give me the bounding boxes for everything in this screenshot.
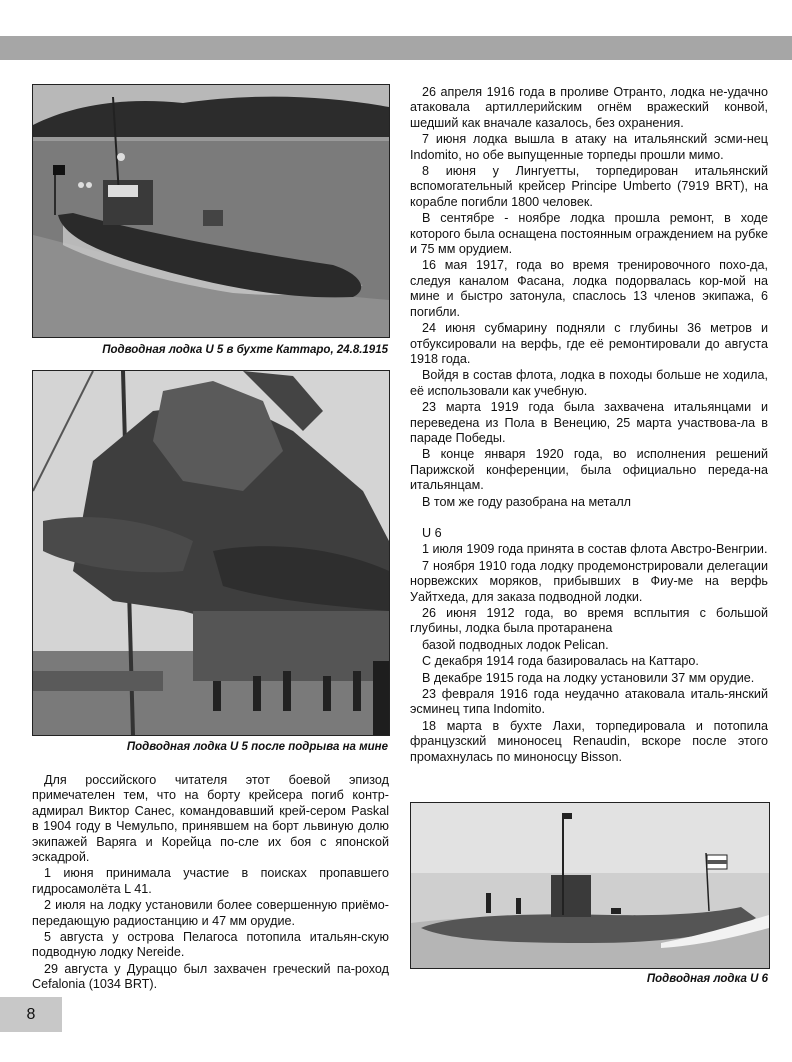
paragraph: базой подводных лодок Pelican. — [422, 637, 609, 652]
photo-u6 — [410, 802, 770, 969]
paragraph: 26 апреля 1916 года в проливе Отранто, лодка не-удачно атаковала артиллерийским огнём вражеский конвой, шедший как вначале казалось, без охранения. — [410, 85, 768, 130]
section-heading-u6: U 6 — [422, 525, 442, 540]
paragraph: В декабре 1915 года на лодку установили 37 мм орудие. — [422, 670, 755, 685]
caption-u5-kattaro: Подводная лодка U 5 в бухте Каттаро, 24.8.1915 — [102, 344, 388, 356]
paragraph: Для российского читателя этот боевой эпизод примечателен тем, что на борту крейсера погиб контр-адмирал Виктор Санес, командовавший крей-сером Paskal в 1904 году в Чемульпо, принявшем на борт львиную долю экипажей Варяга и Корейца по-сле их боя с японской эскадрой. — [32, 773, 389, 865]
paragraph: Войдя в состав флота, лодка в походы больше не ходила, её использовали как учебную. — [410, 368, 768, 398]
paragraph: 2 июля на лодку установили более совершенную приёмо-передающую радиостанцию и 47 мм орудие. — [32, 898, 389, 928]
paragraph: В конце января 1920 года, во исполнения решений Парижской конференции, была официально переда-на итальянцам. — [410, 447, 768, 493]
paragraph: 5 августа у острова Пелагоса потопила итальян-скую подводную лодку Nereide. — [32, 930, 389, 960]
paragraph: 1 июня принимала участие в поисках пропавшего гидросамолёта L 41. — [32, 866, 389, 896]
paragraph: 1 июля 1909 года принята в состав флота Австро-Венгрии. — [422, 542, 768, 557]
paragraph: 24 июня субмарину подняли с глубины 36 метров и отбуксировали на верфь, где её ремонтировали до августа 1918 года. — [410, 321, 768, 366]
paragraph: 16 мая 1917, года во время тренировочного похо-да, следуя каналом Фасана, лодка подорвалась кор-мой на мине и быстро затонула, спаслось 13 членов экипажа, 6 погибли. — [410, 258, 768, 319]
right-column-text — [410, 85, 768, 766]
page-number: 8 — [0, 997, 62, 1032]
paragraph: 23 февраля 1916 года неудачно атаковала италь-янский эсминец типа Indomito. — [410, 687, 768, 717]
paragraph: 26 июня 1912 года, во время всплытия с большой глубины, лодка была протаранена — [410, 606, 768, 636]
left-column-text — [32, 773, 389, 994]
paragraph: С декабря 1914 года базировалась на Каттаро. — [422, 654, 699, 669]
photo-u5-kattaro — [32, 84, 390, 338]
paragraph: 7 июня лодка вышла в атаку на итальянский эсми-нец Indomito, но обе выпущенные торпеды прошли мимо. — [410, 132, 768, 162]
caption-u5-mine: Подводная лодка U 5 после подрыва на мине — [126, 741, 388, 753]
paragraph: 8 июня у Лингуетты, торпедирован итальянский вспомогательный крейсер Principe Umberto (7919 BRT), на корабле погибли 1800 человек. — [410, 164, 768, 209]
paragraph: 18 марта в бухте Лахи, торпедировала и потопила французский миноносец Renaudin, вскоре после этого промахнулась по миноносцу Bisson. — [410, 718, 768, 764]
header-bar — [0, 36, 792, 60]
paragraph: В том же году разобрана на металл — [422, 494, 632, 509]
caption-u6: Подводная лодка U 6 — [646, 973, 768, 985]
paragraph: 23 марта 1919 года была захвачена итальянцами и переведена из Пола в Венецию, 25 марта участвова-ла в параде Победы. — [410, 400, 768, 445]
paragraph: 29 августа у Дураццо был захвачен греческий па-роход Cefalonia (1034 BRT). — [32, 961, 389, 992]
paragraph: В сентябре - ноябре лодка прошла ремонт, в ходе которого была оснащена постоянным ограждением на рубке и 75 мм орудием. — [410, 211, 768, 257]
paragraph: 7 ноября 1910 года лодку продемонстрировали делегации норвежских моряков, прибывших в Фиу-ме на верфь Уайтхеда, для заказа подводной лодки. — [410, 558, 768, 604]
photo-u5-mine — [32, 370, 390, 736]
